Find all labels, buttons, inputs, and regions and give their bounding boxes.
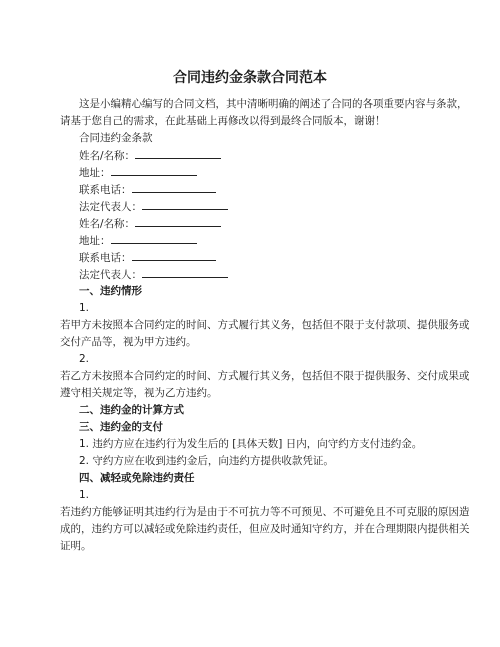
section-1-item-1-number: 1. bbox=[79, 302, 90, 314]
party-b-rep-label: 法定代表人： bbox=[79, 269, 142, 281]
section-4-item-1-line-3: 证明。 bbox=[60, 540, 92, 552]
party-b-phone-blank bbox=[132, 250, 216, 261]
party-a-name-blank bbox=[135, 148, 221, 159]
section-3-heading: 三、违约金的支付 bbox=[79, 421, 163, 433]
party-a-rep-label: 法定代表人： bbox=[79, 201, 142, 213]
section-1-item-2-line-2: 遵守相关规定等，视为乙方违约。 bbox=[60, 387, 218, 399]
party-a-address-label: 地址： bbox=[79, 167, 111, 179]
party-b-name-label: 姓名/名称： bbox=[79, 218, 136, 230]
document-title: 合同违约金条款合同范本 bbox=[173, 70, 327, 86]
contract-subtitle: 合同违约金条款 bbox=[79, 132, 153, 144]
section-4-item-1-line-1: 若违约方能够证明其违约行为是由于不可抗力等不可预见、不可避免且不可克服的原因造 bbox=[60, 506, 470, 518]
intro-line-2: 请基于您自己的需求，在此基础上再修改以得到最终合同版本，谢谢！ bbox=[60, 115, 386, 127]
party-a-name-label: 姓名/名称： bbox=[79, 150, 136, 162]
party-b-address-blank bbox=[111, 233, 197, 244]
party-a-rep-blank bbox=[142, 199, 228, 210]
party-a-rep-field bbox=[79, 199, 228, 214]
party-b-phone-field bbox=[79, 250, 216, 265]
party-a-address-field bbox=[79, 165, 197, 180]
party-b-name-blank bbox=[135, 216, 221, 227]
party-b-rep-field bbox=[79, 267, 228, 282]
section-1-heading: 一、违约情形 bbox=[79, 285, 142, 297]
section-3-item-1: 1. 违约方应在违约行为发生后的 [具体天数] 日内，向守约方支付违约金。 bbox=[79, 438, 423, 450]
section-1-item-2-line-1: 若乙方未按照本合同约定的时间、方式履行其义务，包括但不限于提供服务、交付成果或 bbox=[60, 370, 470, 382]
party-b-address-field bbox=[79, 233, 197, 248]
section-1-item-1-line-2: 交付产品等，视为甲方违约。 bbox=[60, 336, 197, 348]
section-2-heading: 二、违约金的计算方式 bbox=[79, 404, 184, 416]
section-1-item-1-line-1: 若甲方未按照本合同约定的时间、方式履行其义务，包括但不限于支付款项、提供服务或 bbox=[60, 319, 470, 331]
section-4-item-1-line-2: 成的，违约方可以减轻或免除违约责任，但应及时通知守约方，并在合理期限内提供相关 bbox=[60, 523, 470, 535]
party-b-rep-blank bbox=[142, 267, 228, 278]
party-a-name-field bbox=[79, 148, 221, 163]
party-a-phone-blank bbox=[132, 182, 216, 193]
section-4-heading: 四、减轻或免除违约责任 bbox=[79, 472, 195, 484]
party-b-name-field bbox=[79, 216, 221, 231]
party-a-phone-label: 联系电话： bbox=[79, 184, 132, 196]
section-1-item-2-number: 2. bbox=[79, 353, 90, 365]
party-b-address-label: 地址： bbox=[79, 235, 111, 247]
party-a-address-blank bbox=[111, 165, 197, 176]
section-4-item-1-number: 1. bbox=[79, 489, 90, 501]
party-b-phone-label: 联系电话： bbox=[79, 252, 132, 264]
party-a-phone-field bbox=[79, 182, 216, 197]
intro-line-1: 这是小编精心编写的合同文档，其中清晰明确的阐述了合同的各项重要内容与条款， bbox=[79, 98, 468, 110]
section-3-item-2: 2. 守约方应在收到违约金后，向违约方提供收款凭证。 bbox=[79, 455, 334, 467]
